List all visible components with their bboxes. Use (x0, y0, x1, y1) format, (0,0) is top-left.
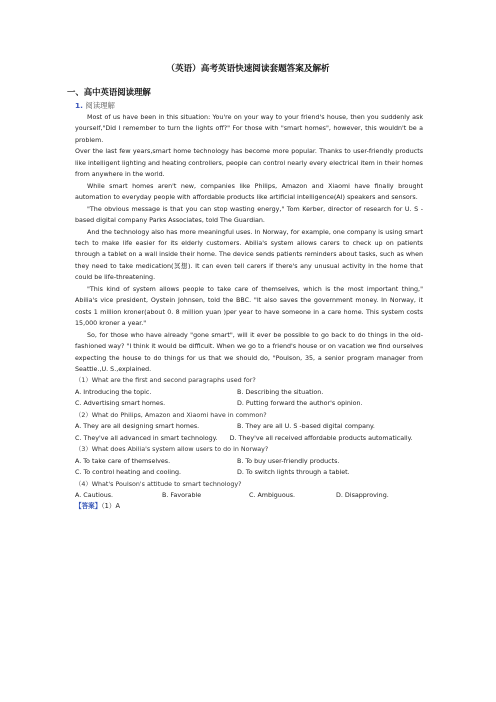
question-stem: （2）What do Philips, Amazon and Xiaomi have in common? (75, 411, 267, 419)
passage-body (75, 112, 423, 513)
paragraph: So, for those who have already "gone smart", will it ever be possible to go back to do things in the old-fashioned way? "I think it would be difficult. When we go to a friend's house or on vacation we find ourselves expecting the house to do things for us that we should do, "Poulson, 35, a senior program manager from Seattle.,U. S.,explained. (75, 331, 423, 373)
option-row (75, 421, 423, 432)
section-heading: 一、高中英语阅读理解 (67, 87, 151, 97)
option: B. Favorable (162, 491, 202, 499)
answer-text: （1）A (101, 502, 120, 511)
option: D. To switch lights through a tablet. (237, 469, 350, 477)
option-row (75, 398, 423, 409)
paragraph: "This kind of system allows people to take care of themselves, which is the most important thing," Abilia's vice president, Oystein Johnsen, told the BBC. "It also saves the government money. In Norway, it costs 1 million kroner(about 0. 8 million yuan )per year to have someone in a care home. This system costs 15,000 kroner a year." (75, 285, 423, 328)
option: C. Advertising smart homes. (75, 400, 166, 408)
paragraph: "The obvious message is that you can stop wasting energy," Tom Kerber, director of research for U. S -based digital company Parks Associates, told The Guardian. (75, 205, 423, 225)
answer-line (75, 501, 423, 512)
page-title: （英语）高考英语快速阅读套题答案及解析 (166, 64, 330, 74)
option: D. Disapproving. (336, 491, 389, 499)
answer-tag: 【答案】 (75, 502, 102, 511)
question-label: 阅读理解 (85, 101, 115, 110)
option: C. They've all advanced in smart technology. (75, 434, 218, 442)
option: A. To take care of themselves. (75, 457, 171, 465)
option: C. Ambiguous. (249, 491, 296, 499)
option: B. Describing the situation. (237, 388, 324, 396)
option: A. They are all designing smart homes. (75, 423, 200, 431)
option-row (75, 456, 423, 467)
option: D. They've all received affordable products automatically. (229, 434, 413, 442)
option: B. They are all U. S -based digital company. (237, 423, 375, 431)
question-number: 1. (75, 101, 83, 110)
option: A. Introducing the topic. (75, 388, 152, 396)
option: B. To buy user-friendly products. (237, 457, 340, 465)
option-row (75, 387, 423, 398)
option (75, 433, 423, 444)
paragraph: And the technology also has more meaningful uses. In Norway, for example, one company is using smart tech to make life easier for its elderly customers. Abilia's system allows carers to check up on patients through a tablet on a wall inside their home. The device sends patients reminders about tasks, such as when they need to take medication(冥想). It can even tell carers if there's any unusual activity in the home that could be life-threatening. (75, 228, 423, 282)
question-header (75, 100, 115, 111)
paragraph: Most of us have been in this situation: You're on your way to your friend's house, then you suddenly ask yourself,"Did I remember to turn the lights off?" For those with "smart homes", however, this wouldn't be a problem. (75, 114, 423, 144)
option: D. Putting forward the author's opinion. (237, 400, 363, 408)
paragraph: Over the last few years,smart home technology has become more popular. Thanks to user-friendly products like intelligent lighting and heating controllers, people can control nearly every electrical item in their homes from anywhere in the world. (75, 148, 423, 179)
question-stem: （1）What are the first and second paragraphs used for? (75, 377, 256, 385)
option: C. To control heating and cooling. (75, 469, 182, 477)
question-stem: （4）What's Poulson's attitude to smart technology? (75, 480, 242, 488)
paragraph: While smart homes aren't new, companies like Philips, Amazon and Xiaomi have finally brought automation to everyday people with affordable products like artificial intelligence(AI) speakers and sensors. (75, 182, 423, 202)
option: A. Cautious. (75, 491, 114, 499)
option-row (75, 467, 423, 478)
option-row (75, 490, 423, 501)
question-stem: （3）What does Abilia's system allow users to do in Norway? (75, 446, 269, 454)
